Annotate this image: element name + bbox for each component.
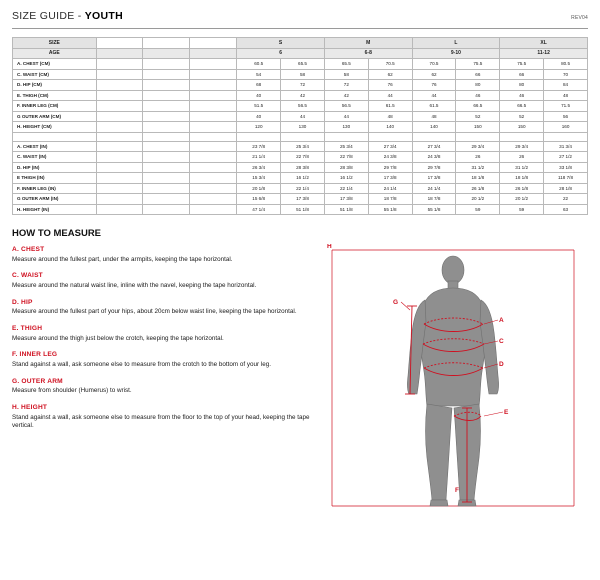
table-cell <box>143 132 190 141</box>
table-cell: 51 1/8 <box>281 204 325 215</box>
size-table <box>12 37 588 215</box>
table-cell: 140 <box>368 122 412 133</box>
measure-item-heading: E. THIGH <box>12 325 43 333</box>
table-row <box>13 132 588 141</box>
table-cell: 80 <box>456 80 500 91</box>
page-title-main: YOUTH <box>84 10 123 22</box>
table-cell: 17 3/8 <box>368 173 412 184</box>
table-cell: 18 1/8 <box>456 173 500 184</box>
row-label: H. HEIGHT (CM) <box>13 122 97 133</box>
table-cell <box>96 80 143 91</box>
table-cell: 70.5 <box>368 59 412 70</box>
table-row <box>13 101 588 112</box>
table-cell: 56 <box>544 111 588 122</box>
page-header <box>12 10 588 28</box>
table-row <box>13 152 588 163</box>
table-cell: 29 7/8 <box>412 162 456 173</box>
table-cell <box>96 111 143 122</box>
table-cell: 72 <box>281 80 325 91</box>
table-cell: 62 <box>412 69 456 80</box>
table-cell <box>190 101 237 112</box>
table-cell <box>143 111 190 122</box>
header-cell-s: S <box>237 38 325 49</box>
measure-item-text: Measure around the fullest part, under the armpits, keeping the tape horizontal. <box>12 255 233 263</box>
row-label: F. INNER LEG (IN) <box>13 183 97 194</box>
table-cell: 150 <box>456 122 500 133</box>
label-a: A <box>499 317 504 324</box>
measure-item-heading: G. OUTER ARM <box>12 377 63 385</box>
header-divider <box>12 28 588 29</box>
table-row <box>13 90 588 101</box>
table-cell: 17 3/8 <box>281 194 325 205</box>
table-cell <box>96 183 143 194</box>
table-cell: 44 <box>368 90 412 101</box>
table-cell: 18 7/8 <box>368 194 412 205</box>
table-row <box>13 141 588 152</box>
table-cell: 31 3/4 <box>544 141 588 152</box>
table-cell: 65.5 <box>324 59 368 70</box>
table-cell: 70.5 <box>412 59 456 70</box>
age-cell-l: 9-10 <box>412 48 500 59</box>
measure-item-text: Measure around the fullest part of your hips, about 20cm below waist line, keeping the tape horizontal. <box>12 308 297 316</box>
label-d: D <box>499 361 504 368</box>
age-cell-blank-1 <box>96 48 143 59</box>
row-label: A. CHEST (IN) <box>13 141 97 152</box>
row-label: G OUTER ARM (CM) <box>13 111 97 122</box>
table-cell <box>143 183 190 194</box>
table-cell: 15 3/4 <box>237 173 281 184</box>
howto-title: HOW TO MEASURE <box>12 228 102 239</box>
table-row <box>13 204 588 215</box>
table-cell <box>500 132 544 141</box>
table-cell <box>190 122 237 133</box>
table-cell: 70 <box>544 69 588 80</box>
table-cell: 20 1/2 <box>500 194 544 205</box>
table-cell <box>143 194 190 205</box>
table-cell: 56.5 <box>281 101 325 112</box>
table-cell: 150 <box>500 122 544 133</box>
label-g: G <box>393 299 399 306</box>
measurement-figure <box>322 244 582 514</box>
table-cell <box>143 162 190 173</box>
table-cell <box>368 132 412 141</box>
table-cell: 59 <box>500 204 544 215</box>
header-cell-size: SIZE <box>13 38 97 49</box>
row-label: E THIGH (IN) <box>13 173 97 184</box>
table-cell <box>190 152 237 163</box>
table-cell: 130 <box>324 122 368 133</box>
table-cell <box>143 141 190 152</box>
label-e: E <box>504 409 509 416</box>
age-cell-xl: 11-12 <box>500 48 588 59</box>
age-cell-m: 6-8 <box>324 48 412 59</box>
table-cell: 47 1/4 <box>237 204 281 215</box>
table-cell: 80.5 <box>544 59 588 70</box>
body-diagram-svg <box>324 244 582 516</box>
table-cell: 25 3/4 <box>281 141 325 152</box>
table-cell: 71.5 <box>544 101 588 112</box>
measure-item-heading: A. CHEST <box>12 246 45 253</box>
table-cell: 28 3/8 <box>324 162 368 173</box>
table-cell <box>143 80 190 91</box>
table-row <box>13 80 588 91</box>
table-cell: 75.5 <box>456 59 500 70</box>
table-cell: 61.5 <box>412 101 456 112</box>
table-cell: 120 <box>237 122 281 133</box>
row-label: F. INNER LEG (CM) <box>13 101 97 112</box>
page-title <box>12 10 123 22</box>
table-cell: 42 <box>281 90 325 101</box>
table-cell: 29 3/4 <box>456 141 500 152</box>
table-cell: 22 7/8 <box>281 152 325 163</box>
table-cell <box>190 69 237 80</box>
table-cell: 24 1/4 <box>412 183 456 194</box>
table-cell: 28 1/8 <box>544 183 588 194</box>
row-label: H. HEIGHT (IN) <box>13 204 97 215</box>
table-cell: 26 <box>500 152 544 163</box>
measure-item <box>12 272 312 289</box>
table-cell: 15 6/8 <box>237 194 281 205</box>
table-row <box>13 162 588 173</box>
table-cell: 130 <box>281 122 325 133</box>
table-cell <box>96 194 143 205</box>
table-cell: 22 1/4 <box>281 183 325 194</box>
table-cell: 66 <box>500 69 544 80</box>
table-cell: 24 1/4 <box>368 183 412 194</box>
table-row <box>13 173 588 184</box>
table-cell: 40 <box>237 111 281 122</box>
table-cell <box>96 69 143 80</box>
table-cell <box>456 132 500 141</box>
measure-item-text: Measure from shoulder (Humerus) to wrist. <box>12 387 132 395</box>
table-cell: 52 <box>456 111 500 122</box>
table-cell: 22 7/8 <box>324 152 368 163</box>
header-cell-l: L <box>412 38 500 49</box>
measure-item-text: Measure around the thigh just below the crotch, keeping the tape horizontal. <box>12 334 224 342</box>
label-h: H <box>327 244 332 250</box>
measure-item <box>12 351 312 368</box>
table-cell <box>143 101 190 112</box>
table-cell <box>190 80 237 91</box>
table-cell: 20 1/2 <box>456 194 500 205</box>
table-row <box>13 59 588 70</box>
row-label: C. WAIST (IN) <box>13 152 97 163</box>
measure-item-heading: F. INNER LEG <box>12 351 58 359</box>
row-label: G OUTER ARM (IN) <box>13 194 97 205</box>
table-cell: 72 <box>324 80 368 91</box>
table-cell <box>96 152 143 163</box>
table-cell <box>143 152 190 163</box>
row-label: C. WAIST (CM) <box>13 69 97 80</box>
table-cell: 48 <box>368 111 412 122</box>
table-row <box>13 111 588 122</box>
age-cell-blank-2 <box>143 48 190 59</box>
row-label: D. HIP (IN) <box>13 162 97 173</box>
age-cell-s: 6 <box>237 48 325 59</box>
measure-item-text: Stand against a wall, ask someone else to measure from the crotch to the bottom of your leg. <box>12 360 272 368</box>
size-table-body <box>13 59 588 215</box>
age-cell-blank-3 <box>190 48 237 59</box>
revision-label: REV04 <box>571 15 588 21</box>
age-cell-label: AGE <box>13 48 97 59</box>
table-cell: 80 <box>500 80 544 91</box>
table-cell <box>190 132 237 141</box>
header-cell-blank-2 <box>143 38 190 49</box>
measure-item-text: Stand against a wall, ask someone else to measure from the floor to the top of your head, keeping the tape vertical. <box>12 413 310 429</box>
label-c: C <box>499 338 504 345</box>
row-label: D. HIP (CM) <box>13 80 97 91</box>
table-cell <box>190 111 237 122</box>
table-cell: 40 <box>237 90 281 101</box>
table-cell: 23 7/8 <box>237 141 281 152</box>
table-cell: 27 3/4 <box>412 141 456 152</box>
table-cell: 68 <box>237 80 281 91</box>
table-cell <box>412 132 456 141</box>
table-cell: 76 <box>368 80 412 91</box>
measure-item <box>12 246 312 263</box>
table-cell: 66 <box>456 69 500 80</box>
measure-item <box>12 299 312 316</box>
table-cell: 55 1/8 <box>412 204 456 215</box>
table-cell: 27 3/4 <box>368 141 412 152</box>
table-cell: 52 <box>500 111 544 122</box>
table-cell <box>143 59 190 70</box>
table-cell: 29 7/8 <box>368 162 412 173</box>
table-cell <box>143 122 190 133</box>
table-cell <box>190 162 237 173</box>
table-cell: 29 3/4 <box>500 141 544 152</box>
table-cell <box>190 59 237 70</box>
table-cell: 24 3/8 <box>412 152 456 163</box>
size-table-head <box>13 38 588 59</box>
table-cell <box>143 173 190 184</box>
row-label <box>13 132 97 141</box>
measure-item <box>12 378 312 395</box>
table-cell <box>143 69 190 80</box>
table-cell <box>281 132 325 141</box>
table-cell: 31 1/2 <box>456 162 500 173</box>
table-cell <box>190 90 237 101</box>
table-cell: 46 <box>500 90 544 101</box>
label-f: F <box>455 487 459 494</box>
table-cell: 16 1/2 <box>281 173 325 184</box>
table-cell: 26 3/4 <box>237 162 281 173</box>
table-cell: 60.5 <box>237 59 281 70</box>
table-cell: 26 <box>456 152 500 163</box>
table-cell: 55 1/8 <box>368 204 412 215</box>
measure-item-heading: H. HEIGHT <box>12 404 48 412</box>
table-cell <box>237 132 281 141</box>
row-label: A. CHEST (CM) <box>13 59 97 70</box>
table-cell <box>143 90 190 101</box>
table-cell: 160 <box>544 122 588 133</box>
table-cell: 58 <box>281 69 325 80</box>
table-cell <box>96 101 143 112</box>
measure-item-text: Measure around the natural waist line, inline with the navel, keeping the tape horizontal. <box>12 281 257 289</box>
measure-item-heading: D. HIP <box>12 298 33 306</box>
table-cell: 58 <box>324 69 368 80</box>
table-cell <box>96 59 143 70</box>
howto-section <box>12 246 588 514</box>
table-cell: 22 1/4 <box>324 183 368 194</box>
measure-item-heading: C. WAIST <box>12 272 43 280</box>
table-cell: 28 3/8 <box>281 162 325 173</box>
table-cell <box>96 162 143 173</box>
table-cell: 22 <box>544 194 588 205</box>
table-cell <box>324 132 368 141</box>
table-cell: 46 <box>456 90 500 101</box>
table-cell: 61.5 <box>368 101 412 112</box>
row-label: E. THIGH (CM) <box>13 90 97 101</box>
table-cell: 18 7/8 <box>412 194 456 205</box>
table-cell: 17 3/8 <box>412 173 456 184</box>
table-cell: 54 <box>237 69 281 80</box>
table-header-row <box>13 38 588 49</box>
table-cell: 84 <box>544 80 588 91</box>
table-cell <box>190 194 237 205</box>
table-cell: 26 1/8 <box>500 183 544 194</box>
table-cell: 27 1/2 <box>544 152 588 163</box>
table-cell <box>96 173 143 184</box>
table-cell <box>96 122 143 133</box>
table-cell: 17 3/8 <box>324 194 368 205</box>
table-cell: 24 3/8 <box>368 152 412 163</box>
table-cell: 44 <box>412 90 456 101</box>
table-cell: 18 1/8 <box>500 173 544 184</box>
table-cell: 51 1/8 <box>324 204 368 215</box>
table-age-row <box>13 48 588 59</box>
table-cell: 65.5 <box>281 59 325 70</box>
table-row <box>13 69 588 80</box>
table-cell: 62 <box>368 69 412 80</box>
table-cell <box>190 204 237 215</box>
table-cell <box>96 204 143 215</box>
table-cell: 20 1/8 <box>237 183 281 194</box>
table-cell: 42 <box>324 90 368 101</box>
body-silhouette <box>407 256 498 506</box>
page-title-prefix: SIZE GUIDE - <box>12 10 85 22</box>
header-cell-blank-1 <box>96 38 143 49</box>
measure-item <box>12 404 312 429</box>
table-cell: 33 1/8 <box>544 162 588 173</box>
table-cell <box>190 141 237 152</box>
table-cell: 26 1/8 <box>456 183 500 194</box>
header-cell-blank-3 <box>190 38 237 49</box>
table-cell: 51.5 <box>237 101 281 112</box>
header-cell-m: M <box>324 38 412 49</box>
table-cell <box>190 183 237 194</box>
table-cell: 25 3/4 <box>324 141 368 152</box>
measure-instruction-list <box>12 246 312 514</box>
table-cell: 59 <box>456 204 500 215</box>
table-cell: 66.5 <box>456 101 500 112</box>
measure-item <box>12 325 312 342</box>
table-cell: 75.5 <box>500 59 544 70</box>
table-cell: 63 <box>544 204 588 215</box>
table-cell <box>96 90 143 101</box>
header-cell-xl: XL <box>500 38 588 49</box>
table-cell <box>96 132 143 141</box>
table-cell: 44 <box>324 111 368 122</box>
table-cell: 44 <box>281 111 325 122</box>
table-cell: 31 1/2 <box>500 162 544 173</box>
table-cell: 48 <box>544 90 588 101</box>
table-cell <box>143 204 190 215</box>
table-cell <box>190 173 237 184</box>
table-cell: 140 <box>412 122 456 133</box>
table-cell: 66.5 <box>500 101 544 112</box>
table-cell: 56.5 <box>324 101 368 112</box>
table-cell: 118 7/8 <box>544 173 588 184</box>
table-row <box>13 194 588 205</box>
table-cell: 16 1/2 <box>324 173 368 184</box>
table-cell: 21 1/4 <box>237 152 281 163</box>
table-cell <box>96 141 143 152</box>
table-row <box>13 183 588 194</box>
table-row <box>13 122 588 133</box>
table-cell: 48 <box>412 111 456 122</box>
table-cell: 76 <box>412 80 456 91</box>
table-cell <box>544 132 588 141</box>
